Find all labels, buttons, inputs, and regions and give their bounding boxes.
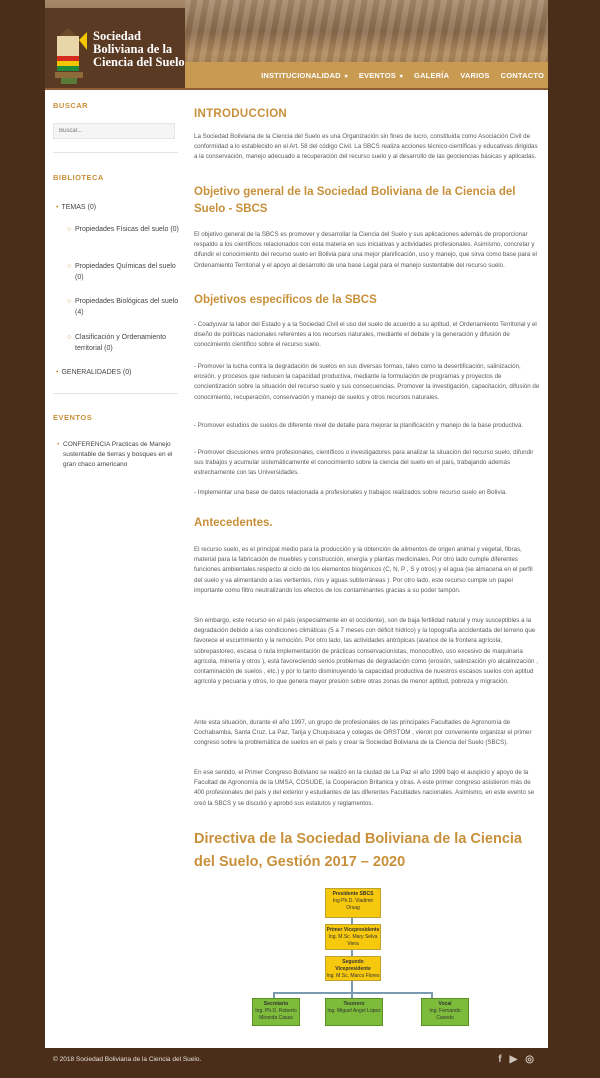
antecedentes-paragraph: El recurso suelo, es el principal medio para la producción y la obtención de alimentos de origen animal y vegetal, fibras, material para la fabricación de muebles y construcción, energía y plantas medicinales. Por otro lado cumple diferentes funciones ambientales respecto al ciclo de los elementos biogénicos (C, N, P , S y otros) y el agua (se almacena en el perfil del suelo y va alimentando a las vertientes, ríos y aguas subterráneas ). Por otro lado, este recurso cumple un papel importante como filtro neutralizando los efectos de los contaminantes gracias a su poder tampón. bbox=[194, 546, 533, 594]
antecedentes-paragraph: En ese sentido, el Primer Congreso Boliviano se realizó en la ciudad de La Paz el año 1999 bajo el auspicio y apoyo de la Facultad de Agronomía de la UMSA, COSUDE, la Cooperacion Britanica y otras. A este primer congreso asistieron más de 400 profesionales del país y del exterior y estudiantes de las diferentes Facultades nacionales. Asimismo, en este evento se creó la SBCS y se discutió y aprobó sus estatutos y reglamentos. bbox=[194, 769, 535, 807]
objetivo-item: - Promover estudios de suelos de diferente nivel de detalle para mejorar la planificación y manejo de la base productiva. bbox=[194, 422, 524, 429]
objetivo-item: - Coadyuvar la labor del Estado y a la Sociedad Civil el uso del suelo de acuerdo a su aptitud, el Ordenamiento Territorial y el diseño de políticas nacionales referentes a los recursos naturales, mediante el debate y la generación y difusión de conocimiento científico sobre el recurso suelo. bbox=[194, 321, 537, 349]
header-landscape bbox=[185, 0, 548, 62]
biblioteca-widget-title: BIBLIOTECA bbox=[53, 173, 104, 182]
org-name: Ing. Ph.D. Roberto Miranda Casas bbox=[255, 1008, 297, 1021]
org-name: Ing Ph.D. Vladimir Orsag bbox=[332, 898, 374, 911]
nav-varios[interactable]: VARIOS bbox=[460, 70, 490, 80]
intro-heading: INTRODUCCION bbox=[194, 108, 288, 120]
sidebar-subitem-fisicas[interactable] bbox=[67, 224, 179, 235]
sidebar-item-label: GENERALIDADES (0) bbox=[61, 369, 132, 376]
sidebar-subitem-biologicas[interactable] bbox=[67, 296, 179, 318]
circle-bullet-icon: ○ bbox=[67, 263, 72, 270]
org-role: Tesorero bbox=[343, 1001, 365, 1007]
main-navigation bbox=[185, 62, 548, 88]
eventos-widget-title: EVENTOS bbox=[53, 413, 93, 422]
nav-institucionalidad[interactable] bbox=[261, 71, 348, 80]
org-box-tesorero bbox=[325, 998, 383, 1026]
nav-eventos[interactable] bbox=[359, 71, 403, 80]
search-input[interactable] bbox=[53, 123, 175, 139]
logo-line: Boliviana de la bbox=[93, 42, 173, 56]
antecedentes-paragraph: Ante esta situación, durante el año 1997, un grupo de profesionales de las principales Facultades de Agronomía de Cochabamba, Santa Cruz, La Paz, Tarija y Chuquisaca y colegas de ORSTOM , vieron por conveniente organizar el primer congreso sobre la problemática de suelos en el país y crear la Sociedad Boliviana de la Ciencia del Suelo (SBCS). bbox=[194, 719, 532, 747]
org-role: Secretario bbox=[263, 1001, 289, 1007]
site-header bbox=[45, 0, 548, 90]
org-role: Vocal bbox=[438, 1001, 452, 1007]
antecedentes-heading: Antecedentes. bbox=[194, 517, 273, 529]
facebook-icon[interactable]: f bbox=[498, 1054, 502, 1065]
chevron-down-icon: ▾ bbox=[342, 73, 348, 80]
org-name: Ing. Fernando Canedo bbox=[429, 1008, 461, 1021]
objetivo-general-heading: Objetivo general de la Sociedad Boliviana de la Ciencia del Suelo - SBCS bbox=[194, 186, 516, 215]
divider bbox=[53, 393, 178, 394]
circle-bullet-icon: ○ bbox=[67, 298, 72, 305]
circle-bullet-icon: ○ bbox=[67, 334, 72, 341]
event-label: CONFERENCIA Practicas de Manejo sustentable de tierras y bosques en el gran chaco americano bbox=[63, 441, 173, 468]
event-link[interactable] bbox=[57, 440, 175, 470]
org-role: Presidente SBCS bbox=[332, 891, 374, 897]
org-role: Segundo Vicepresidente bbox=[335, 959, 371, 972]
sidebar-subitem-label: Propiedades Biológicas del suelo (4) bbox=[75, 298, 179, 316]
divider bbox=[53, 152, 178, 153]
org-box-secretario bbox=[252, 998, 300, 1026]
objetivo-item: - Promover discusiones entre profesionales, científicos o investigadores para analizar la situación del recurso suelo, difundir sus trabajos y acumular sistemáticamente el conocimiento sobre la ciencia del suelo en el país, trabajando además estrechamente con las Universidades. bbox=[194, 449, 534, 477]
org-box-vocal bbox=[421, 998, 469, 1026]
nav-label: EVENTOS bbox=[358, 70, 396, 80]
directiva-heading: Directiva de la Sociedad Boliviana de la Ciencia del Suelo, Gestión 2017 – 2020 bbox=[194, 831, 522, 870]
org-name: Ing. Miguel Angel Lopez bbox=[327, 1008, 381, 1014]
circle-bullet-icon: ○ bbox=[67, 226, 72, 233]
org-box-presidente bbox=[325, 888, 381, 918]
bullet-icon: • bbox=[56, 204, 59, 211]
intro-paragraph: La Sociedad Boliviana de la Ciencia del Suelo es una Organización sin fines de lucro, constituida como Asociación Civil de conformidad a lo establecido en el Art. 58 del código Civil. La SBCS realiza acciones técnico-científicas y educativas dirigidas a la conservación, manejo adecuado a recuperación del recurso suelo y al desarrollo de las geociencias básicas y aplicadas. bbox=[194, 133, 538, 161]
nav-contacto[interactable]: CONTACTO bbox=[500, 70, 544, 80]
social-links bbox=[490, 1054, 534, 1065]
sidebar-subitem-label: Propiedades Químicas del suelo (0) bbox=[75, 263, 176, 281]
bullet-icon: • bbox=[57, 441, 60, 448]
objetivo-general-paragraph: El objetivo general de la SBCS es promover y desarrollar la Ciencia del Suelo y sus aplicaciones además de proporcionar respaldo a los científicos relacionados con esta materia en sus iniciativas y actividades profesionales. Asimismo, concretar y difundir el conocimiento del recurso suelo en Bolivia para una mejor planificación, uso y manejo, que sirva como base para el Ordenamiento Territorial y el apoyo al desarrollo de una base Legal para el manejo sustentable del recurso suelo. bbox=[194, 231, 537, 269]
sidebar-subitem-label: Propiedades Físicas del suelo (0) bbox=[75, 226, 179, 233]
instagram-icon[interactable]: ◎ bbox=[525, 1054, 534, 1065]
logo-emblem-icon bbox=[53, 26, 89, 86]
sidebar-item-generalidades[interactable] bbox=[56, 367, 131, 378]
org-box-segundo-vicepresidente bbox=[325, 956, 381, 981]
copyright-text: © 2018 Sociedad Boliviana de la Ciencia del Suelo. bbox=[53, 1056, 202, 1063]
org-box-vicepresidente bbox=[325, 924, 381, 950]
logo-text bbox=[93, 30, 185, 69]
sidebar-item-temas[interactable] bbox=[56, 202, 96, 213]
chevron-down-icon: ▾ bbox=[397, 73, 404, 80]
sidebar-item-label: TEMAS (0) bbox=[61, 204, 97, 211]
objetivos-especificos-heading: Objetivos específicos de la SBCS bbox=[194, 294, 377, 306]
bullet-icon: • bbox=[56, 369, 59, 376]
site-footer bbox=[45, 1048, 548, 1078]
site-logo[interactable] bbox=[45, 8, 185, 88]
org-role: Primer Vicepresidente bbox=[326, 927, 380, 933]
org-connector bbox=[273, 992, 433, 994]
search-widget-title: BUSCAR bbox=[53, 101, 89, 110]
logo-line: Ciencia del Suelo bbox=[93, 55, 185, 69]
sidebar-subitem-quimicas[interactable] bbox=[67, 261, 179, 283]
nav-label: INSTITUCIONALIDAD bbox=[261, 70, 341, 80]
org-name: Ing. M.Sc. Marco Flores bbox=[326, 973, 380, 979]
sidebar-subitem-clasificacion[interactable] bbox=[67, 332, 179, 354]
nav-galeria[interactable]: GALERÍA bbox=[414, 70, 450, 80]
objetivo-item: - Promover la lucha contra la degradación de suelos en sus diversas formas, tales como la desertificación, salinización, erosión, y procesos que reducen la capacidad productiva, mediante la formulación de programas y proyectos de concientización sobre la situación del recurso suelo y sus consecuencias. Promover la investigación, capacitación, difusión de conocimiento, recuperación, conservación y manejo de suelos y otros recursos naturales. bbox=[194, 363, 540, 401]
objetivo-item: - Implementar una base de datos relacionada a profesionales y trabajos realizados sobre recurso suelo en Bolivia. bbox=[194, 489, 507, 496]
org-name: Ing. M.Sc. Mary Selva Viera bbox=[328, 934, 378, 947]
logo-line: Sociedad bbox=[93, 29, 141, 43]
antecedentes-paragraph: Sin embargo, este recurso en el país (especialmente en el occidente), son de baja fertilidad natural y muy susceptibles a la degradación debido a las condiciones climáticas (5 a 7 meses con déficit hídrico) y la topografía accidentada del terreno que favorece el escurrimiento y la remoción. Por otro lado, las actividades antrópicas (avance de la frontera agrícola, sobrepastoreo, escasa o nula implementación de prácticas conservacionistas, monocultivo, uso excesivo de maquinaria agrícola, minería y otros ), está favoreciendo serios problemas de degradación como (erosión, salinización y/o alcalinización , contaminación de suelos , etc.) y por lo tanto disminuyendo la capacidad productiva de nuestros escasos suelos con aptitud agrícola y pecuaria y otros, lo que genera mayor presión sobre otras zonas de menor aptitud, pobreza y migración. bbox=[194, 617, 538, 686]
sidebar-subitem-label: Clasificación y Ordenamiento territorial (0) bbox=[75, 334, 167, 352]
youtube-icon[interactable]: ▶ bbox=[509, 1054, 518, 1065]
